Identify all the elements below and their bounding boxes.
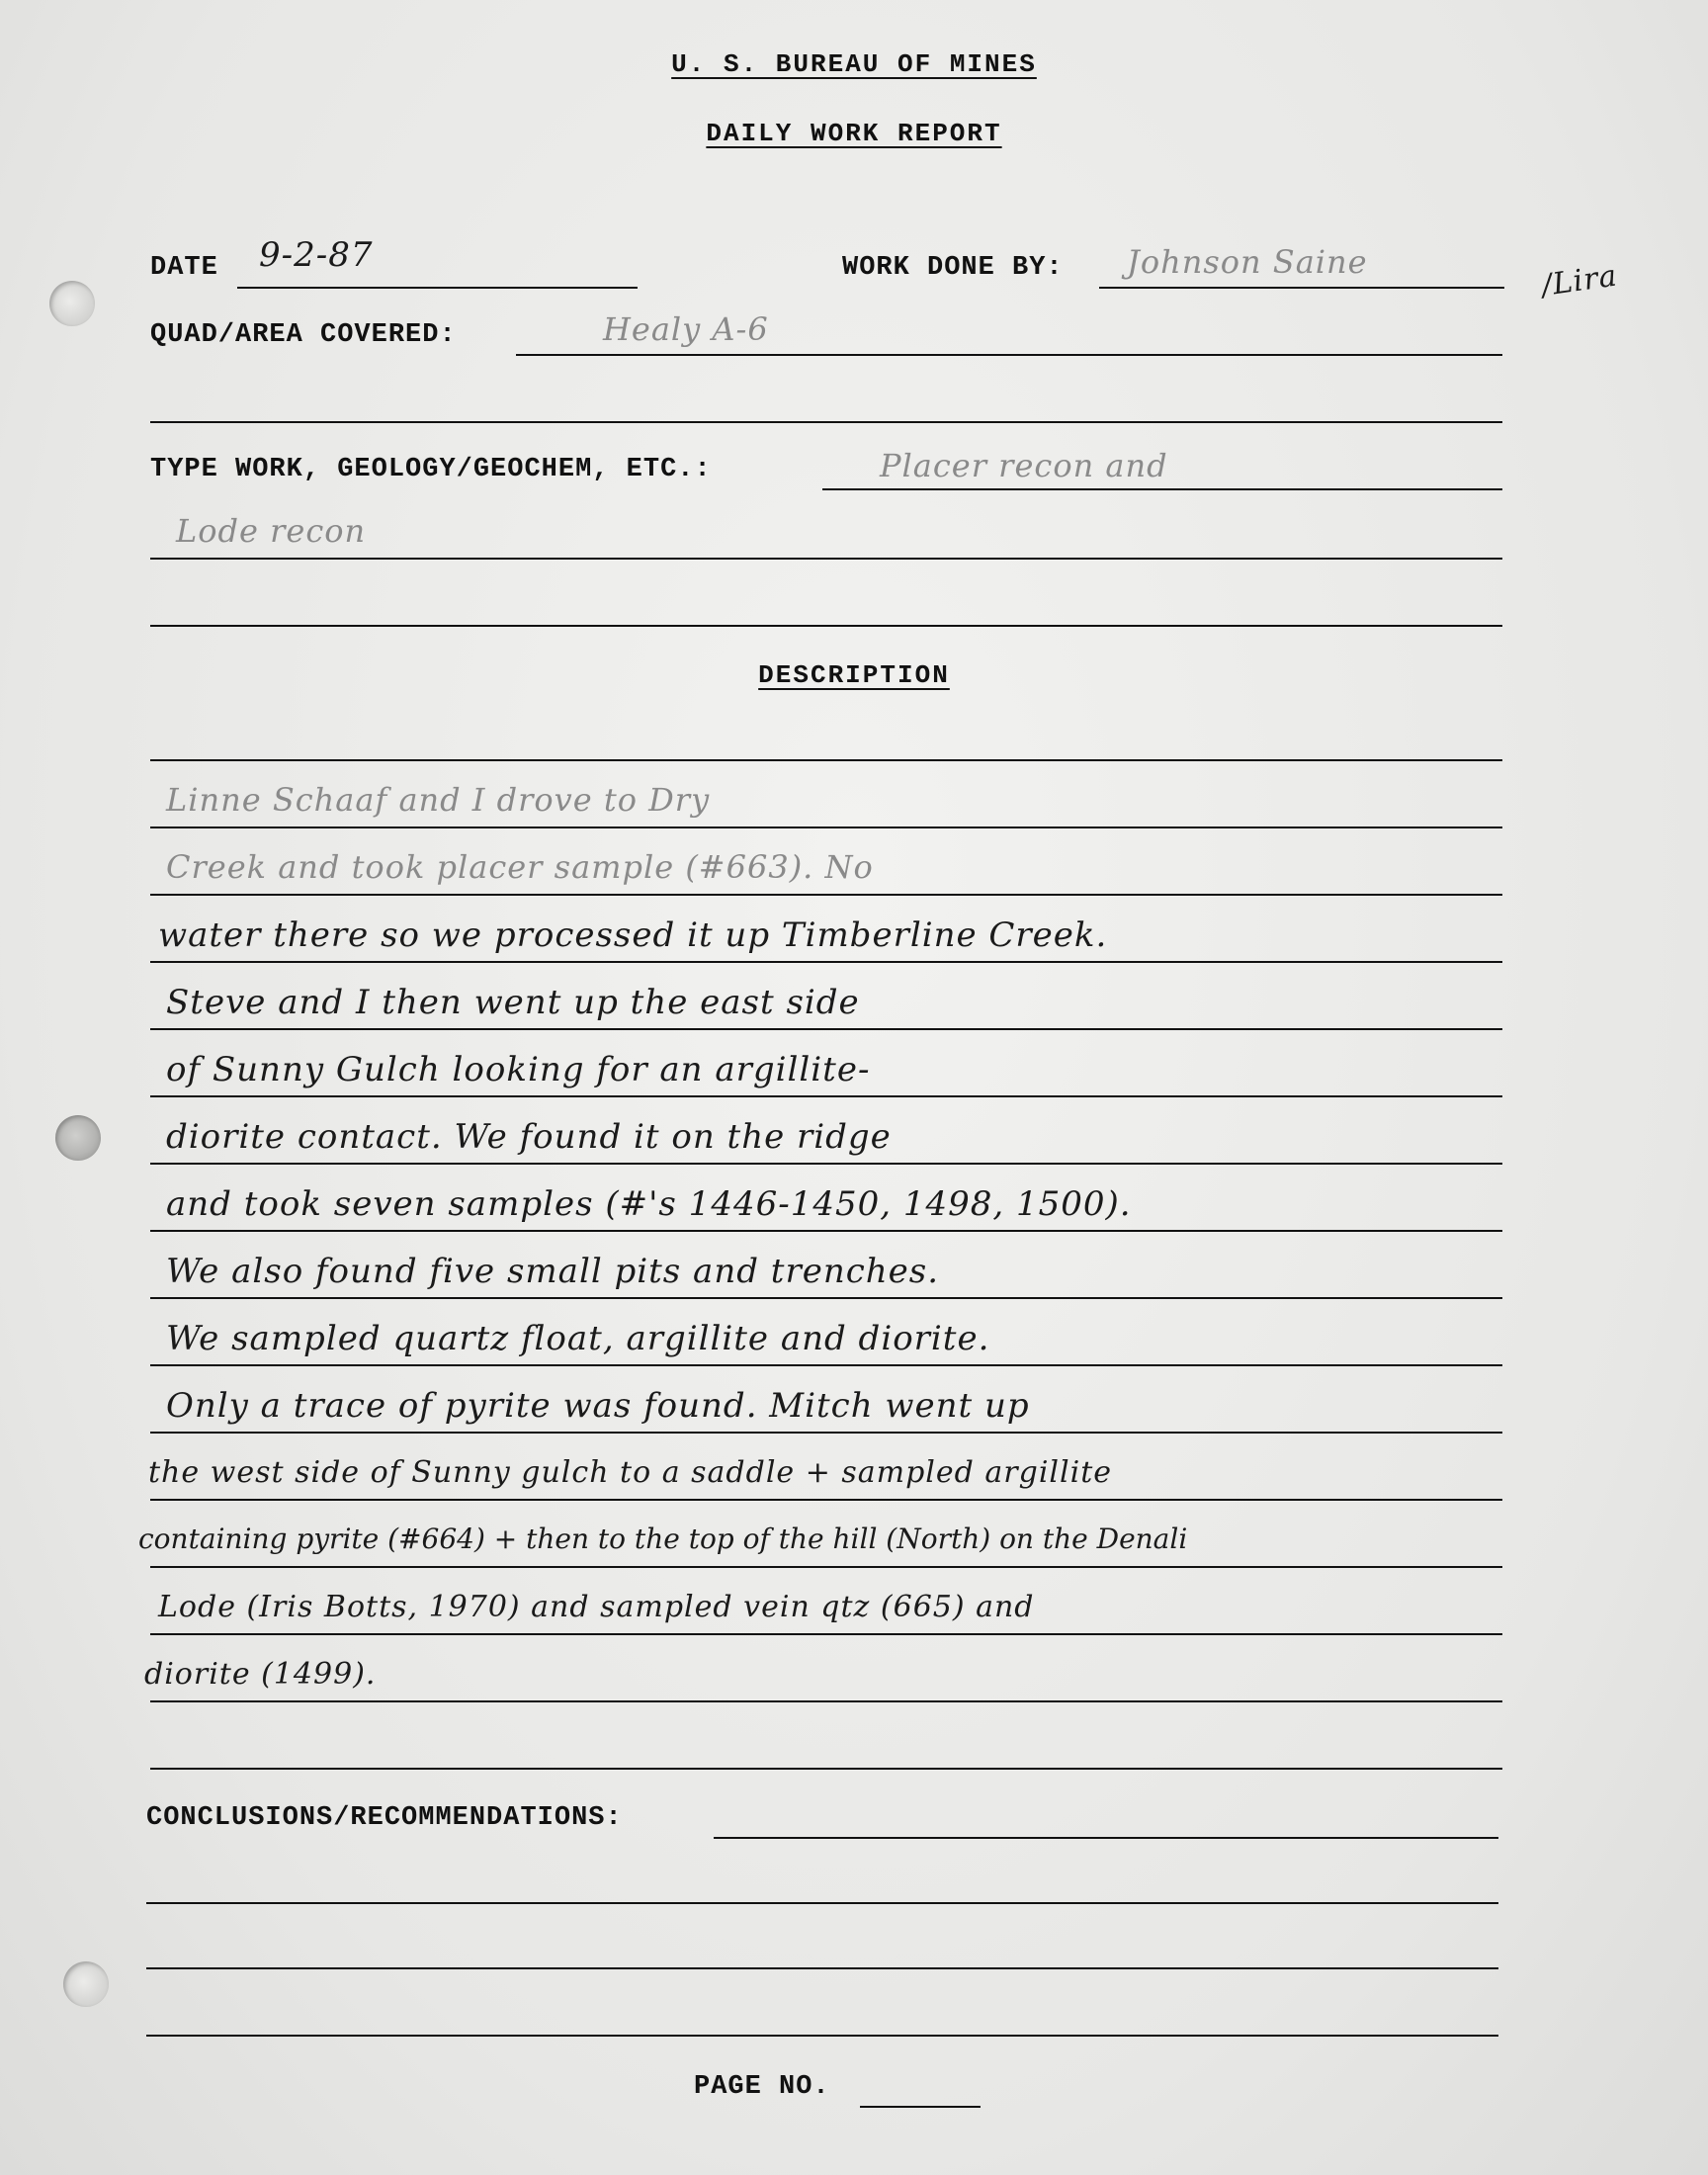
description-line-11: the west side of Sunny gulch to a saddle + sampled argillite <box>148 1455 1113 1490</box>
description-line-5: of Sunny Gulch looking for an argillite- <box>166 1050 871 1089</box>
conclusions-rule-4 <box>146 2035 1498 2037</box>
page-no-rule <box>860 2106 981 2108</box>
type-work-rule-3 <box>150 625 1502 627</box>
work-done-by-rule <box>1099 287 1504 289</box>
description-rule-7 <box>150 1230 1502 1232</box>
date-value: 9-2-87 <box>259 235 374 275</box>
conclusions-rule <box>714 1837 1498 1839</box>
type-work-rule <box>822 488 1502 490</box>
description-line-4: Steve and I then went up the east side <box>166 983 860 1022</box>
description-heading: DESCRIPTION <box>758 660 950 690</box>
type-work-value-2: Lode recon <box>176 512 367 550</box>
description-rule-6 <box>150 1163 1502 1165</box>
description-rule-1 <box>150 826 1502 828</box>
type-work-label: TYPE WORK, GEOLOGY/GEOCHEM, ETC.: <box>150 455 712 484</box>
description-line-2: Creek and took placer sample (#663). No <box>166 848 874 886</box>
type-work-value-1: Placer recon and <box>880 447 1168 484</box>
description-line-1: Linne Schaaf and I drove to Dry <box>166 781 711 819</box>
description-rule-11 <box>150 1499 1502 1501</box>
quad-area-rule-2 <box>150 421 1502 423</box>
punch-hole-bottom <box>63 1961 109 2007</box>
description-rule-2 <box>150 894 1502 896</box>
description-rule-4 <box>150 1028 1502 1030</box>
description-rule-5 <box>150 1095 1502 1097</box>
date-label: DATE <box>150 253 218 283</box>
description-line-7: and took seven samples (#'s 1446-1450, 1498, 1500). <box>166 1184 1132 1224</box>
description-line-13: Lode (Iris Botts, 1970) and sampled vein qtz (665) and <box>158 1590 1035 1624</box>
description-rule-10 <box>150 1432 1502 1434</box>
description-rule-9 <box>150 1364 1502 1366</box>
description-rule-14 <box>150 1700 1502 1702</box>
date-rule <box>237 287 638 289</box>
description-line-3: water there so we processed it up Timberline Creek. <box>158 915 1108 955</box>
description-rule-8 <box>150 1297 1502 1299</box>
description-line-14: diorite (1499). <box>144 1657 377 1692</box>
work-done-by-label: WORK DONE BY: <box>842 253 1064 283</box>
description-rule-12 <box>150 1566 1502 1568</box>
description-rule-0 <box>150 759 1502 761</box>
quad-area-label: QUAD/AREA COVERED: <box>150 320 457 350</box>
description-line-6: diorite contact. We found it on the ridge <box>166 1117 892 1157</box>
type-work-rule-2 <box>150 558 1502 560</box>
conclusions-rule-3 <box>146 1967 1498 1969</box>
description-line-12: containing pyrite (#664) + then to the top of the hill (North) on the Denali <box>138 1522 1188 1555</box>
work-done-by-extra: /Lira <box>1539 258 1620 304</box>
description-line-8: We also found five small pits and trenches. <box>166 1252 940 1291</box>
quad-area-rule <box>516 354 1502 356</box>
report-title: DAILY WORK REPORT <box>706 119 1002 148</box>
page-no-label: PAGE NO. <box>694 2072 830 2102</box>
description-rule-13 <box>150 1633 1502 1635</box>
work-done-by-value: Johnson Saine <box>1127 243 1368 281</box>
quad-area-value: Healy A-6 <box>603 310 769 348</box>
punch-hole-top <box>49 281 95 326</box>
punch-hole-middle <box>55 1115 101 1161</box>
description-line-9: We sampled quartz float, argillite and diorite. <box>166 1319 990 1358</box>
agency-heading: U. S. BUREAU OF MINES <box>671 49 1037 79</box>
description-rule-15 <box>150 1768 1502 1770</box>
description-line-10: Only a trace of pyrite was found. Mitch went up <box>166 1386 1030 1426</box>
conclusions-rule-2 <box>146 1902 1498 1904</box>
description-rule-3 <box>150 961 1502 963</box>
conclusions-label: CONCLUSIONS/RECOMMENDATIONS: <box>146 1803 623 1833</box>
